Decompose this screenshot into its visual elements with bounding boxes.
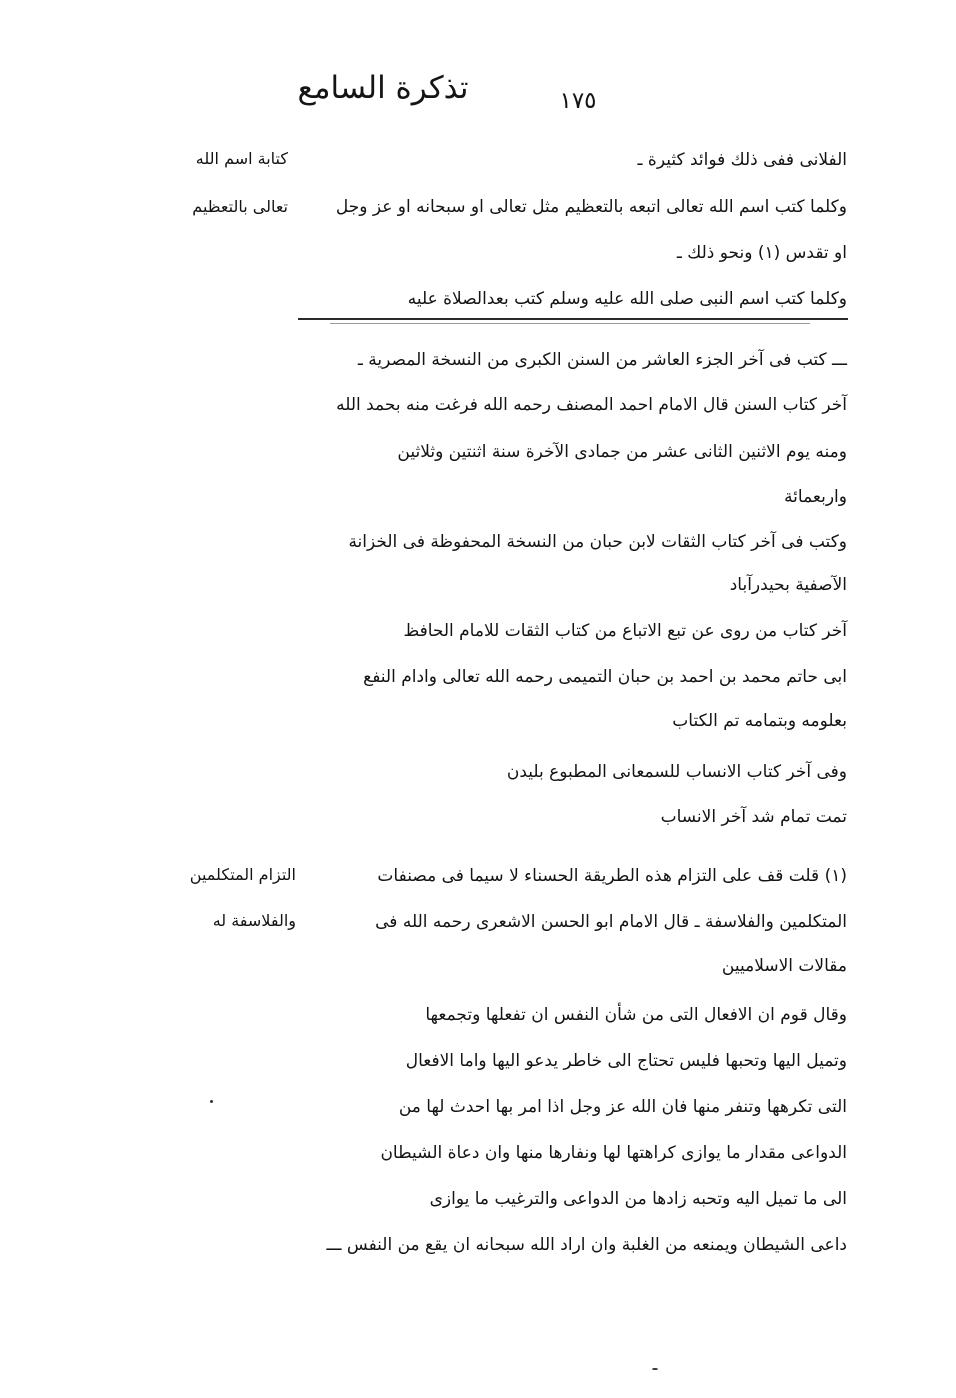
footnote-line: الآصفية بحيدرآباد bbox=[729, 575, 847, 595]
scan-speck bbox=[210, 1100, 213, 1103]
footnote-line: المتكلمين والفلاسفة ـ قال الامام ابو الحسن الاشعرى رحمه الله فى bbox=[375, 912, 847, 932]
footnote-line: (١) قلت قف على التزام هذه الطريقة الحسناء لا سيما فى مصنفات bbox=[377, 866, 847, 886]
margin-note-2-line-2: والفلاسفة له bbox=[212, 911, 296, 930]
main-text-line: وكلما كتب اسم النبى صلى الله عليه وسلم كتب بعدالصلاة عليه bbox=[407, 289, 847, 309]
footnote-line: مقالات الاسلاميين bbox=[721, 956, 847, 976]
footnote-line: واربعمائة bbox=[784, 487, 847, 507]
footnote-line: وكتب فى آخر كتاب الثقات لابن حبان من النسخة المحفوظة فى الخزانة bbox=[348, 532, 847, 552]
margin-note-1-line-1: كتابة اسم الله bbox=[195, 149, 288, 168]
footnote-line: التى تكرهها وتنفر منها فان الله عز وجل اذا امر بها احدث لها من bbox=[398, 1097, 847, 1117]
main-text-line: الفلانى ففى ذلك فوائد كثيرة ـ bbox=[637, 150, 847, 170]
footnote-line: ابى حاتم محمد بن احمد بن حبان التميمى رحمه الله تعالى وادام النفع bbox=[363, 667, 847, 687]
footnote-line: داعى الشيطان ويمنعه من الغلبة وان اراد الله سبحانه ان يقع من النفس ـــ bbox=[326, 1235, 847, 1255]
footnote-line: آخر كتاب من روى عن تبع الاتباع من كتاب الثقات للامام الحافظ bbox=[403, 621, 847, 641]
footnote-line: ـــ كتب فى آخر الجزء العاشر من السنن الكبرى من النسخة المصرية ـ bbox=[357, 350, 847, 370]
footnote-line: وتميل اليها وتحبها فليس تحتاج الى خاطر يدعو اليها واما الافعال bbox=[405, 1051, 847, 1071]
main-text-line: او تقدس (١) ونحو ذلك ـ bbox=[676, 243, 847, 263]
footnote-line: وقال قوم ان الافعال التى من شأن النفس ان تفعلها وتجمعها bbox=[425, 1005, 847, 1025]
margin-note-2-line-1: التزام المتكلمين bbox=[189, 865, 296, 884]
footnote-line: ومنه يوم الاثنين الثانى عشر من جمادى الآخرة سنة اثنتين وثلاثين bbox=[397, 442, 847, 462]
footnote-line: تمت تمام شد آخر الانساب bbox=[660, 807, 847, 827]
footnote-separator-shadow bbox=[330, 323, 810, 324]
footnote-line: الى ما تميل اليه وتحبه زادها من الدواعى والترغيب ما يوازى bbox=[429, 1189, 847, 1209]
margin-note-1-line-2: تعالى بالتعظيم bbox=[192, 197, 288, 216]
footnote-line: آخر كتاب السنن قال الامام احمد المصنف رحمه الله فرغت منه بحمد الله bbox=[336, 395, 847, 415]
page-number: ١٧٥ bbox=[559, 88, 597, 114]
scan-speck bbox=[652, 1368, 658, 1370]
footnote-line: الدواعى مقدار ما يوازى كراهتها لها ونفارها منها وان دعاة الشيطان bbox=[380, 1143, 847, 1163]
main-text-line: وكلما كتب اسم الله تعالى اتبعه بالتعظيم مثل تعالى او سبحانه او عز وجل bbox=[335, 197, 847, 217]
footnote-line: وفى آخر كتاب الانساب للسمعانى المطبوع بليدن bbox=[506, 762, 847, 782]
footnote-separator-rule bbox=[298, 318, 848, 320]
running-title: تذكرة السامع bbox=[297, 70, 469, 106]
footnote-line: بعلومه وبتمامه تم الكتاب bbox=[672, 711, 847, 731]
